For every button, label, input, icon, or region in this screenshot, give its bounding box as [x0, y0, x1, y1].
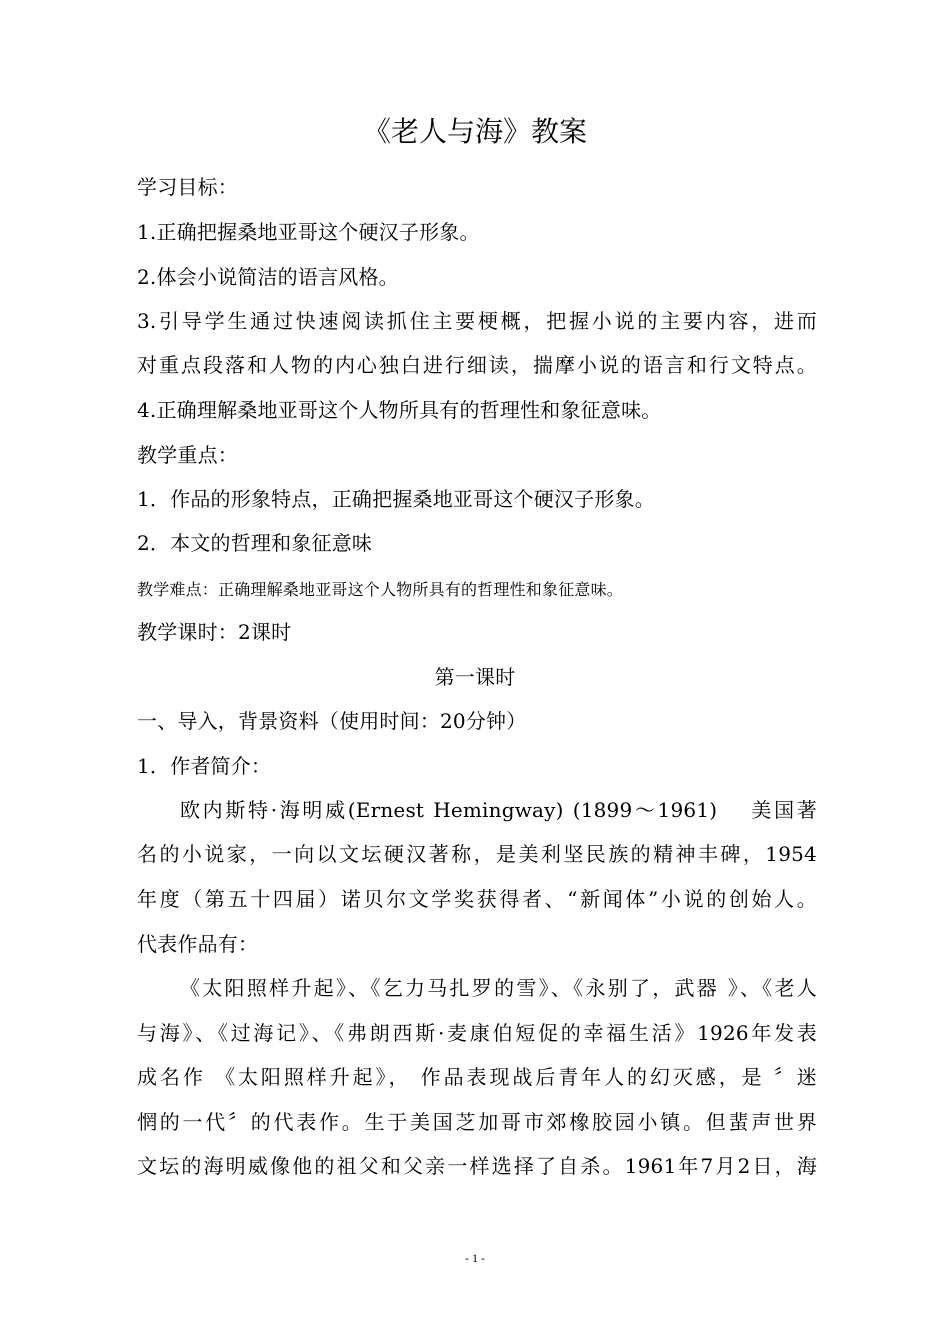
objective-item-4: 4.正确理解桑地亚哥这个人物所具有的哲理性和象征意味。 — [137, 398, 662, 422]
lesson-title: 第一课时 — [434, 665, 516, 689]
author-intro-heading: 1．作者简介： — [137, 754, 272, 778]
works-para-line-1: 《太阳照样升起》、《乞力马扎罗的雪》、《永别了，武器 》、《老人 — [180, 976, 817, 1000]
author-para-line-1: 欧内斯特·海明威(Ernest Hemingway) (1899～1961) 美国著 — [180, 798, 817, 822]
objectives-heading: 学习目标： — [137, 175, 238, 199]
objective-item-3-cont: 对重点段落和人物的内心独白进行细读，揣摩小说的语言和行文特点。 — [137, 353, 817, 377]
works-para-line-3: 成名作 《太阳照样升起》， 作品表现战后青年人的幻灭感，是 〞迷 — [137, 1065, 817, 1089]
works-para-line-5: 文坛的海明威像他的祖父和父亲一样选择了自杀。1961年7月2日，海 — [137, 1154, 817, 1178]
author-para-line-4: 代表作品有： — [137, 932, 259, 956]
works-para-line-4: 惘的一代〞的代表作。生于美国芝加哥市郊橡胶园小镇。但蜚声世界 — [137, 1110, 817, 1134]
document-title: 《老人与海》教案 — [362, 115, 587, 148]
objective-item-2: 2.体会小说简洁的语言风格。 — [137, 265, 399, 289]
section-1-heading: 一、导入，背景资料（使用时间：20分钟） — [137, 709, 527, 733]
objective-item-3: 3.引导学生通过快速阅读抓住主要梗概，把握小说的主要内容，进而 — [137, 309, 817, 333]
key-points-heading: 教学重点： — [137, 443, 238, 467]
key-point-item-1: 1．作品的形象特点，正确把握桑地亚哥这个硬汉子形象。 — [137, 487, 655, 511]
teaching-difficulty: 教学难点：正确理解桑地亚哥这个人物所具有的哲理性和象征意味。 — [137, 580, 624, 599]
author-para-line-2: 名的小说家，一向以文坛硬汉著称，是美利坚民族的精神丰碑，1954 — [137, 842, 817, 866]
page-number: - 1 - — [465, 1251, 485, 1265]
objective-item-1: 1.正确把握桑地亚哥这个硬汉子形象。 — [137, 220, 480, 244]
works-para-line-2: 与海》、《过海记》、《弗朗西斯·麦康伯短促的幸福生活》1926年发表 — [137, 1021, 817, 1045]
class-hours: 教学课时：2课时 — [137, 620, 292, 644]
key-point-item-2: 2．本文的哲理和象征意味 — [137, 531, 373, 555]
author-para-line-3: 年度（第五十四届）诺贝尔文学奖获得者、“新闻体”小说的创始人。 — [137, 887, 817, 911]
